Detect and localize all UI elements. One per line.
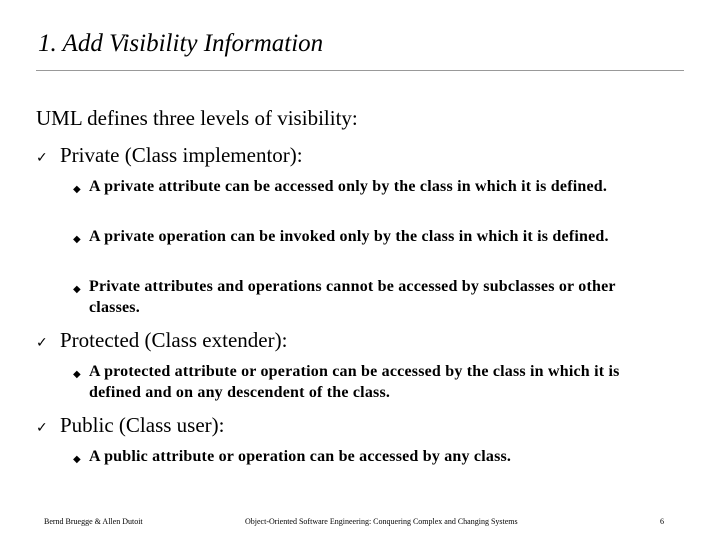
diamond-bullet-icon: ◆ <box>73 234 81 245</box>
bullet-text: A private operation can be invoked only by the class in which it is defined. <box>89 228 609 245</box>
footer-page-number: 6 <box>660 517 664 526</box>
bullet-item <box>73 361 663 403</box>
bullet-item <box>73 446 663 467</box>
bullet-item <box>73 176 663 197</box>
section-heading: Protected (Class extender): <box>60 328 288 352</box>
footer-authors: Bernd Bruegge & Allen Dutoit <box>44 517 143 526</box>
footer-book-title: Object-Oriented Software Engineering: Conquering Complex and Changing Systems <box>245 517 518 526</box>
bullet-text: A private attribute can be accessed only by the class in which it is defined. <box>89 178 608 195</box>
checkmark-bullet-icon: ✓ <box>36 150 48 166</box>
title-divider <box>36 70 684 71</box>
bullet-item <box>73 226 663 247</box>
intro-text: UML defines three levels of visibility: <box>36 106 358 130</box>
section-heading: Public (Class user): <box>60 413 225 437</box>
diamond-bullet-icon: ◆ <box>73 369 81 380</box>
diamond-bullet-icon: ◆ <box>73 284 81 295</box>
section-protected <box>36 328 287 353</box>
section-public <box>36 413 224 438</box>
diamond-bullet-icon: ◆ <box>73 454 81 465</box>
diamond-bullet-icon: ◆ <box>73 184 81 195</box>
slide-title: 1. Add Visibility Information <box>38 30 324 57</box>
section-private <box>36 143 303 168</box>
bullet-text: A public attribute or operation can be accessed by any class. <box>89 448 512 465</box>
bullet-text: A protected attribute or operation can be accessed by the class in which it is defined and on any descendent of the class. <box>89 363 620 401</box>
checkmark-bullet-icon: ✓ <box>36 335 48 351</box>
bullet-text: Private attributes and operations cannot be accessed by subclasses or other classes. <box>89 278 616 316</box>
section-heading: Private (Class implementor): <box>60 143 303 167</box>
checkmark-bullet-icon: ✓ <box>36 420 48 436</box>
bullet-item <box>73 276 663 318</box>
